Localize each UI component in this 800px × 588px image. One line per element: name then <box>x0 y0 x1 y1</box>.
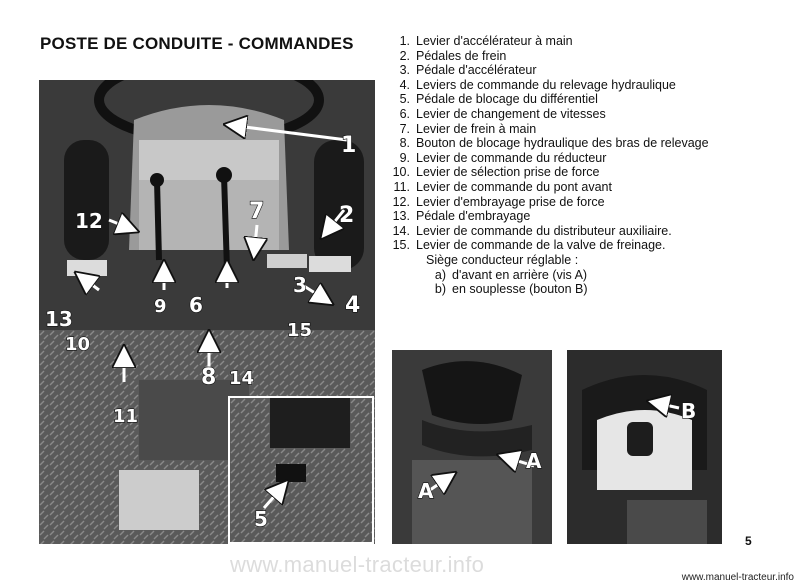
legend-item <box>386 165 746 180</box>
legend-item <box>386 122 746 137</box>
legend-item <box>386 34 746 49</box>
callout-1: 1 <box>341 133 357 158</box>
legend-item <box>386 209 746 224</box>
legend-item <box>386 92 746 107</box>
legend-number: 15. <box>392 238 410 253</box>
legend-text: Levier de sélection prise de force <box>416 165 600 180</box>
callout-5: 5 <box>254 507 268 531</box>
seat-illustration <box>392 350 552 544</box>
legend-text: Pédale de blocage du différentiel <box>416 92 598 107</box>
callout-11: 11 <box>113 406 139 427</box>
callout-b: B <box>681 399 697 423</box>
legend-number: 12. <box>392 194 410 209</box>
seat-item <box>386 282 746 297</box>
legend-item <box>386 180 746 195</box>
legend-number: 3. <box>399 63 410 78</box>
legend-text: Levier d'accélérateur à main <box>416 34 573 48</box>
callout-a-upper: A <box>526 449 542 473</box>
watermark-small: www.manuel-tracteur.info <box>681 572 794 583</box>
legend-number: 4. <box>399 77 410 92</box>
legend-number: 6. <box>399 106 410 121</box>
legend-number: 14. <box>392 223 410 238</box>
callout-8: 8 <box>201 365 217 390</box>
legend-text: Levier de commande du distributeur auxiliaire. <box>416 223 672 238</box>
legend-item <box>386 78 746 93</box>
callout-3: 3 <box>293 273 307 297</box>
knob-illustration <box>567 350 722 544</box>
legend-text: Bouton de blocage hydraulique des bras de relevage <box>416 136 709 151</box>
callout-10: 10 <box>65 334 91 355</box>
callout-9: 9 <box>154 296 167 317</box>
legend-text: Levier de commande du pont avant <box>416 179 612 194</box>
inset-illustration <box>230 398 372 542</box>
legend-number: 13. <box>392 209 410 224</box>
legend-text: Levier de commande de la valve de freinage. <box>416 238 666 253</box>
legend-text: Leviers de commande du relevage hydraulique <box>416 77 676 92</box>
seat-item-text: en souplesse (bouton B) <box>452 282 588 297</box>
inset-photo-pedal-5 <box>228 396 374 544</box>
legend-item <box>386 224 746 239</box>
legend-item <box>386 49 746 64</box>
legend-item <box>386 136 746 151</box>
legend-item <box>386 107 746 122</box>
callout-7: 7 <box>249 199 265 224</box>
legend-text: Pédales de frein <box>416 48 507 63</box>
seat-item-text: d'avant en arrière (vis A) <box>452 267 588 282</box>
callout-13: 13 <box>45 307 73 331</box>
seat-heading: Siège conducteur réglable : <box>426 252 579 267</box>
seat-knob-photo <box>567 350 722 544</box>
seat-photo <box>392 350 552 544</box>
callout-14: 14 <box>229 368 255 389</box>
legend-number: 5. <box>399 92 410 107</box>
legend-number: 10. <box>392 165 410 180</box>
legend-number: 7. <box>399 121 410 136</box>
callout-6: 6 <box>189 293 203 317</box>
page-title: POSTE DE CONDUITE - COMMANDES <box>40 34 354 53</box>
legend-text: Levier d'embrayage prise de force <box>416 194 605 209</box>
legend-number: 9. <box>399 150 410 165</box>
callout-2: 2 <box>339 203 355 228</box>
seat-item-label: a) <box>434 267 446 282</box>
legend-number: 2. <box>399 48 410 63</box>
watermark: www.manuel-tracteur.info <box>230 552 485 577</box>
legend-text: Levier de commande du réducteur <box>416 150 607 165</box>
callout-a-lower: A <box>418 479 434 503</box>
legend-item <box>386 195 746 210</box>
legend-text: Pédale d'embrayage <box>416 209 531 224</box>
callout-12: 12 <box>75 209 103 233</box>
legend-item <box>386 238 746 253</box>
legend-text: Levier de frein à main <box>416 121 537 136</box>
controls-legend <box>386 34 746 297</box>
seat-item <box>386 268 746 283</box>
legend-text: Levier de changement de vitesses <box>416 106 606 121</box>
callout-15: 15 <box>287 320 313 341</box>
legend-number: 11. <box>393 179 410 194</box>
legend-number: 8. <box>399 136 410 151</box>
legend-number: 1. <box>399 34 410 48</box>
legend-item <box>386 63 746 78</box>
legend-text: Pédale d'accélérateur <box>416 63 537 78</box>
callout-4: 4 <box>345 293 361 318</box>
legend-item <box>386 151 746 166</box>
seat-item-label: b) <box>434 282 446 297</box>
page-number: 5 <box>745 534 752 548</box>
